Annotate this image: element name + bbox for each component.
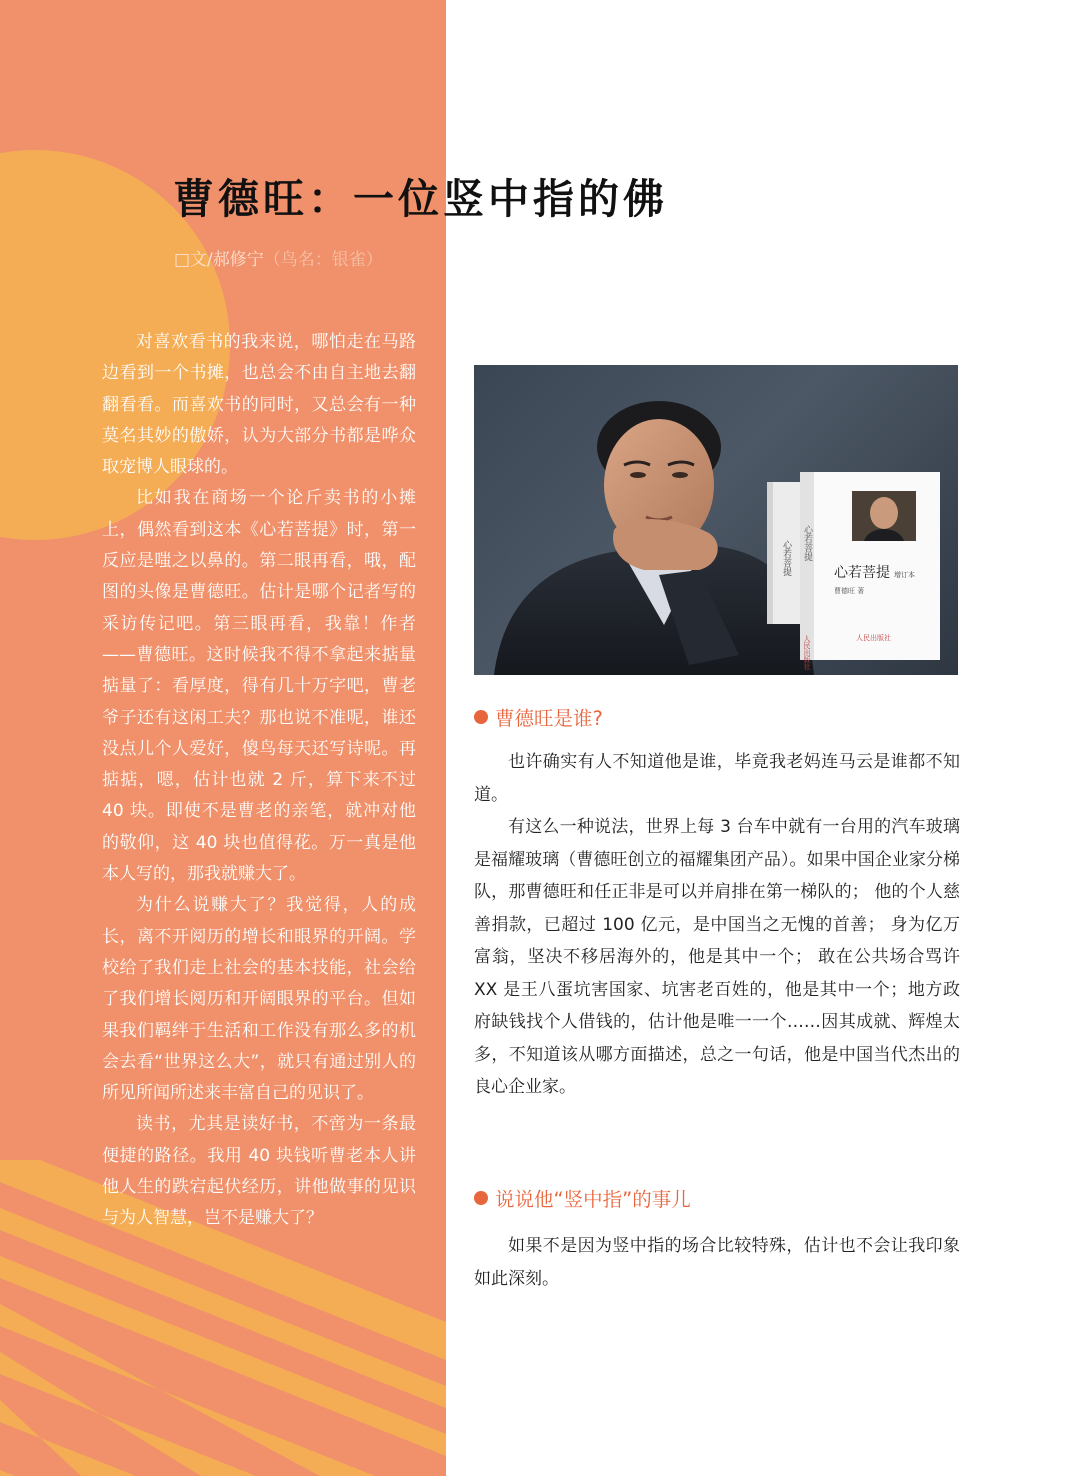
paragraph: 有这么一种说法，世界上每 3 台车中就有一台用的汽车玻璃是福耀玻璃（曹德旺创立的福耀集团产品）。如果中国企业家分梯队，那曹德旺和任正非是可以并肩排在第一梯队的； 他的个人慈善捐款，已超过 100 亿元，是中国当之无愧的首善； 身为亿万富翁，坚决不移居海外的，他是其中一个； 敢在公共场合骂许 XX 是王八蛋坑害国家、坑害老百姓的，他是其中一个；地方政府缺钱找个人借钱的，估计他是唯一一个……因其成就、辉煌太多，不知道该从哪方面描述，总之一句话，他是中国当代杰出的良心企业家。 (474, 817, 960, 1097)
section-body-middle-finger (474, 1230, 960, 1295)
section-body-who (474, 746, 960, 1104)
bullet-dot-icon (474, 710, 488, 724)
book-cover-title: 心若菩提 (834, 565, 890, 581)
byline (174, 245, 383, 270)
paragraph: 也许确实有人不知道他是谁，毕竟我老妈连马云是谁都不知道。 (474, 752, 960, 805)
byline-alias: （鸟名：银雀） (263, 250, 383, 270)
paragraph: 比如我在商场一个论斤卖书的小摊上，偶然看到这本《心若菩提》时，第一反应是嗤之以鼻的。第二眼再看，哦，配图的头像是曹德旺。估计是哪个记者写的采访传记吧。第三眼再看，我靠！作者——曹德旺。这时候我不得不拿起来掂量掂量了：看厚度，得有几十万字吧，曹老爷子还有这闲工夫？那也说不准呢，谁还没点儿个人爱好，傻鸟每天还写诗呢。再掂掂，嗯，估计也就 2 斤，算下来不过 40 块。即使不是曹老的亲笔，就冲对他的敬仰，这 40 块也值得花。万一真是他本人写的，那我就赚大了。 (102, 488, 416, 885)
section-heading-middle-finger (474, 1184, 691, 1212)
book-spine-title: 心若菩提 (802, 525, 812, 561)
section-heading-text: 说说他“竖中指”的事儿 (495, 1188, 691, 1211)
section-heading-text: 曹德旺是谁? (495, 707, 603, 730)
book-cover-edition: 增订本 (894, 571, 915, 579)
rear-book-title: 心若菩提 (781, 540, 791, 576)
section-heading-who (474, 703, 603, 731)
paragraph: 读书，尤其是读好书，不啻为一条最便捷的路径。我用 40 块钱听曹老本人讲他人生的跌宕起伏经历，讲他做事的见识与为人智慧，岂不是赚大了？ (102, 1114, 416, 1229)
paragraph: 为什么说赚大了？我觉得，人的成长，离不开阅历的增长和眼界的开阔。学校给了我们走上社会的基本技能，社会给了我们增长阅历和开阔眼界的平台。但如果我们羁绊于生活和工作没有那么多的机会去看“世界这么大”，就只有通过别人的所见所闻所述来丰富自己的见识了。 (102, 895, 416, 1104)
paragraph: 如果不是因为竖中指的场合比较特殊，估计也不会让我印象如此深刻。 (474, 1236, 960, 1289)
paragraph: 对喜欢看书的我来说，哪怕走在马路边看到一个书摊，也总会不由自主地去翻翻看看。而喜欢书的同时，又总会有一种莫名其妙的傲娇，认为大部分书都是哗众取宠博人眼球的。 (102, 332, 416, 478)
portrait-photo (474, 365, 958, 675)
book-cover-publisher: 人民出版社 (856, 634, 891, 642)
portrait-illustration (474, 365, 958, 675)
byline-author: □文/郝修宁 (174, 250, 264, 270)
article-title: 曹德旺：一位竖中指的佛 (173, 175, 668, 223)
bullet-dot-icon (474, 1191, 488, 1205)
book-spine-publisher: 人民出版社 (803, 635, 811, 670)
left-column-text (102, 327, 416, 1235)
book-cover-author: 曹德旺 著 (834, 587, 865, 595)
